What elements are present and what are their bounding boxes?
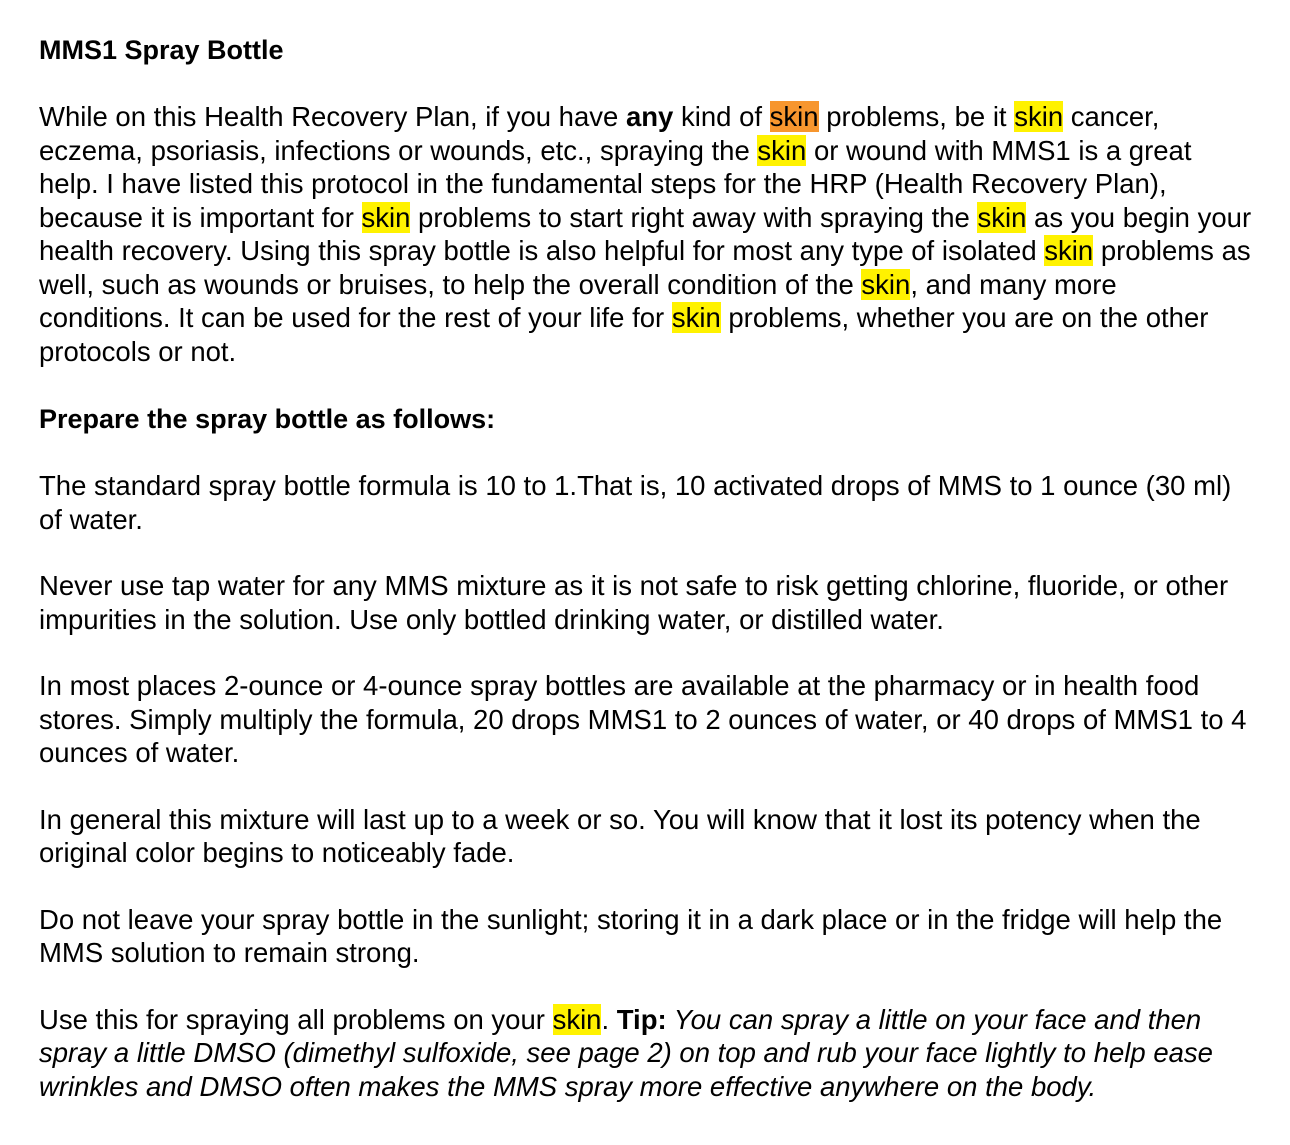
text-run: cancer, eczema, psoriasis, infections or wounds, etc., spraying the: [39, 101, 1160, 166]
search-highlight-current[interactable]: skin: [769, 101, 819, 132]
text-run: or wound with MMS1 is a great help. I have listed this protocol in the fundamental steps for the HRP (Health Recovery Plan), because it is important for: [39, 134, 1192, 233]
text-run: problems to start right away with spraying the: [410, 201, 978, 233]
water-paragraph: Never use tap water for any MMS mixture as it is not safe to risk getting chlorine, fluoride, or other impurities in the solution. Use only bottled drinking water, or distilled water.: [39, 570, 1229, 635]
search-highlight[interactable]: skin: [671, 302, 721, 333]
document-title: MMS1 Spray Bottle: [39, 35, 284, 65]
section-heading: Prepare the spray bottle as follows:: [39, 404, 496, 434]
search-highlight[interactable]: skin: [977, 201, 1027, 233]
shelf-life-paragraph: In general this mixture will last up to a week or so. You will know that it lost its potency when the original color begins to noticeably fade.: [39, 803, 1201, 868]
text-run: Use this for spraying all problems on your: [39, 1003, 553, 1035]
formula-paragraph: The standard spray bottle formula is 10 to 1.That is, 10 activated drops of MMS to 1 ounce (30 ml) of water.: [39, 470, 1232, 535]
text-run: kind of: [673, 101, 770, 132]
usage-tip-paragraph: [39, 1003, 1254, 1104]
tip-text: You can spray a little on your face and then spray a little DMSO (dimethyl sulfoxide, see page 2) on top and rub your face lightly to help ease wrinkles and DMSO often makes the MMS spray more effective anywhere on the body.: [39, 1003, 1213, 1102]
text-run: problems, whether you are on the other protocols or not.: [39, 302, 1209, 367]
intro-paragraph: [39, 100, 1254, 368]
text-run: problems, be it: [818, 101, 1015, 132]
text-run: While on this Health Recovery Plan, if you have: [39, 101, 626, 132]
search-highlight[interactable]: skin: [757, 134, 807, 166]
search-highlight[interactable]: skin: [361, 201, 411, 233]
text-run: problems as well, such as wounds or bruises, to help the overall condition of the: [39, 235, 1251, 300]
text-run: as you begin your health recovery. Using this spray bottle is also helpful for most any type of isolated: [39, 201, 1252, 266]
search-highlight[interactable]: skin: [861, 268, 911, 300]
search-highlight[interactable]: skin: [552, 1003, 602, 1035]
text-run: , and many more conditions. It can be used for the rest of your life for: [39, 268, 1117, 333]
storage-paragraph: Do not leave your spray bottle in the sunlight; storing it in a dark place or in the fridge will help the MMS solution to remain strong.: [39, 903, 1223, 968]
search-highlight[interactable]: skin: [1014, 101, 1064, 132]
bold-run: any: [625, 101, 674, 132]
tip-label: Tip:: [616, 1003, 667, 1035]
bottle-size-paragraph: In most places 2-ounce or 4-ounce spray bottles are available at the pharmacy or in health food stores. Simply multiply the formula, 20 drops MMS1 to 2 ounces of water, or 40 drops of MMS1 to 4 ounces of water.: [39, 670, 1247, 768]
text-run: .: [601, 1003, 617, 1035]
search-highlight[interactable]: skin: [1044, 235, 1094, 266]
